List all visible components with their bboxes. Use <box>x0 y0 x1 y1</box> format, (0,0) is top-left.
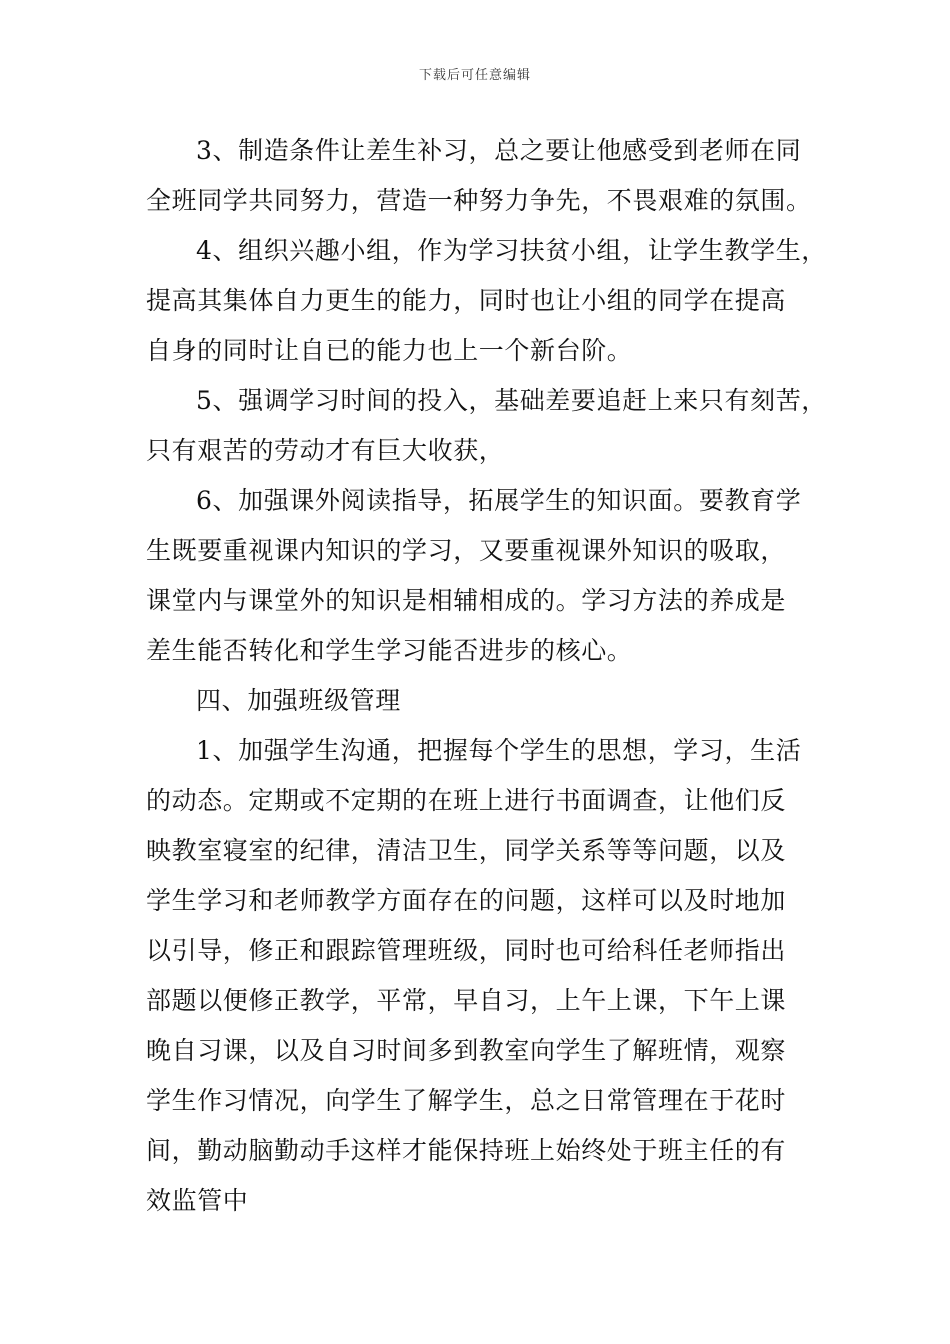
text-line: 以引导，修正和跟踪管理班级，同时也可给科任老师指出 <box>146 936 787 965</box>
text-line: 提高其集体自力更生的能力，同时也让小组的同学在提高 <box>146 286 787 315</box>
text-line: 4、组织兴趣小组，作为学习扶贫小组，让学生教学生， <box>196 236 827 265</box>
text-line: 6、加强课外阅读指导，拓展学生的知识面。要教育学 <box>196 486 802 515</box>
text-line: 自身的同时让自已的能力也上一个新台阶。 <box>146 336 633 365</box>
text-line: 课堂内与课堂外的知识是相辅相成的。学习方法的养成是 <box>146 586 787 615</box>
text-line: 3、制造条件让差生补习，总之要让他感受到老师在同 <box>196 136 802 165</box>
text-line: 部题以便修正教学，平常，早自习，上午上课，下午上课 <box>146 986 787 1015</box>
text-line: 学生学习和老师教学方面存在的问题，这样可以及时地加 <box>146 886 787 915</box>
text-line: 1、加强学生沟通，把握每个学生的思想，学习，生活 <box>196 736 802 765</box>
text-line: 晚自习课，以及自习时间多到教室向学生了解班情，观察 <box>146 1036 787 1065</box>
text-line: 的动态。定期或不定期的在班上进行书面调查，让他们反 <box>146 786 787 815</box>
document-body <box>146 126 836 1226</box>
text-line: 效监管中 <box>146 1186 249 1215</box>
section-heading: 四、加强班级管理 <box>196 686 401 715</box>
text-line: 差生能否转化和学生学习能否进步的核心。 <box>146 636 633 665</box>
text-line: 生既要重视课内知识的学习，又要重视课外知识的吸取， <box>146 536 787 565</box>
text-line: 学生作习情况，向学生了解学生，总之日常管理在于花时 <box>146 1086 787 1115</box>
page-header: 下载后可任意编辑 <box>418 68 531 83</box>
text-line: 5、强调学习时间的投入，基础差要追赶上来只有刻苦， <box>196 386 827 415</box>
text-line: 只有艰苦的劳动才有巨大收获， <box>146 436 505 465</box>
text-line: 映教室寝室的纪律，清洁卫生，同学关系等等问题，以及 <box>146 836 787 865</box>
text-line: 间，勤动脑勤动手这样才能保持班上始终处于班主任的有 <box>146 1136 787 1165</box>
text-line: 全班同学共同努力，营造一种努力争先，不畏艰难的氛围。 <box>146 186 812 215</box>
